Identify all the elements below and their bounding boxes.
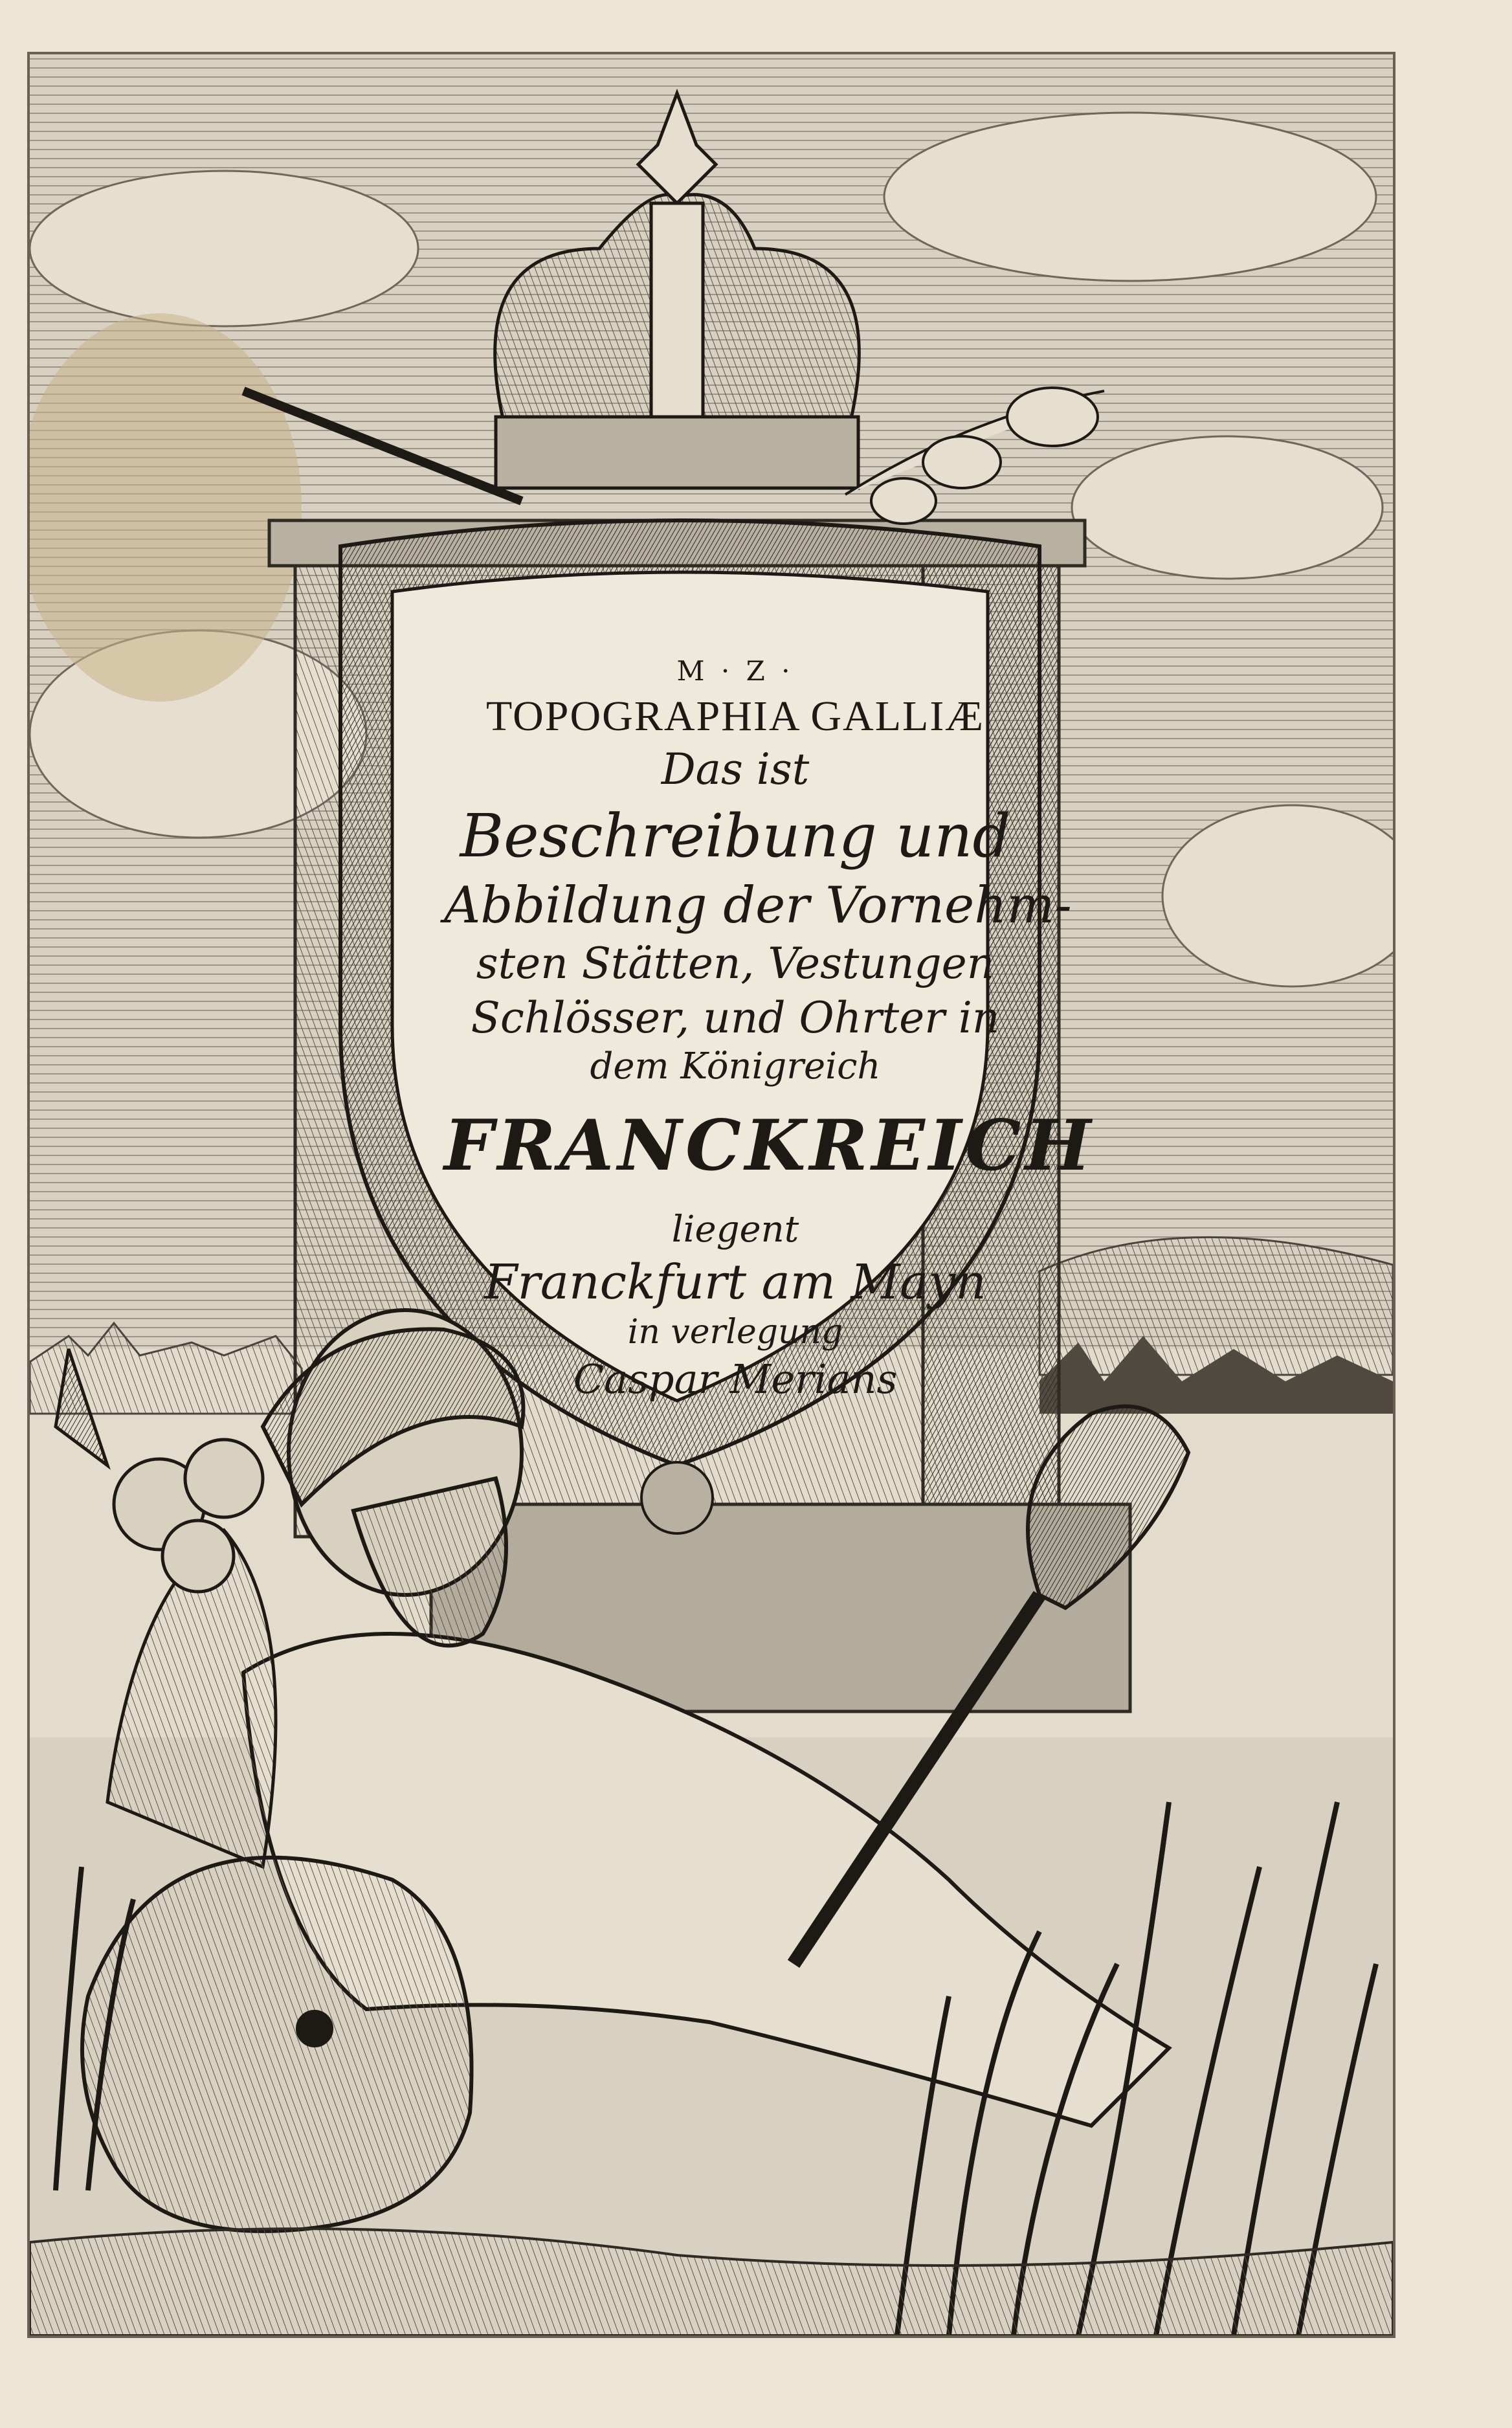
water-stain <box>30 313 302 702</box>
title-latin: TOPOGRAPHIA GALLIÆ <box>486 693 984 740</box>
dolphin-icon <box>82 1858 472 2231</box>
title-line: Beschreibung und <box>460 801 1011 871</box>
imprint-line: in verlegung <box>627 1313 843 1352</box>
title-inscription <box>444 637 1095 1459</box>
imprint-place: Franckfurt am Mayn <box>484 1254 986 1310</box>
title-line: Schlösser, und Ohrter in <box>471 993 1000 1043</box>
title-line: Abbildung der Vornehm- <box>444 876 1072 935</box>
ground <box>30 2229 1393 2335</box>
monogram: M · Z · <box>676 655 794 687</box>
title-line: Das ist <box>661 744 810 794</box>
title-line: dem Königreich <box>590 1045 881 1087</box>
engraved-plate <box>27 52 1395 2338</box>
title-line: liegent <box>671 1208 799 1251</box>
title-country: FRANCKREICH <box>444 1105 1095 1186</box>
imprint-publisher: Caspar Merians <box>573 1355 898 1403</box>
title-line: sten Stätten, Vestungen <box>476 939 995 988</box>
